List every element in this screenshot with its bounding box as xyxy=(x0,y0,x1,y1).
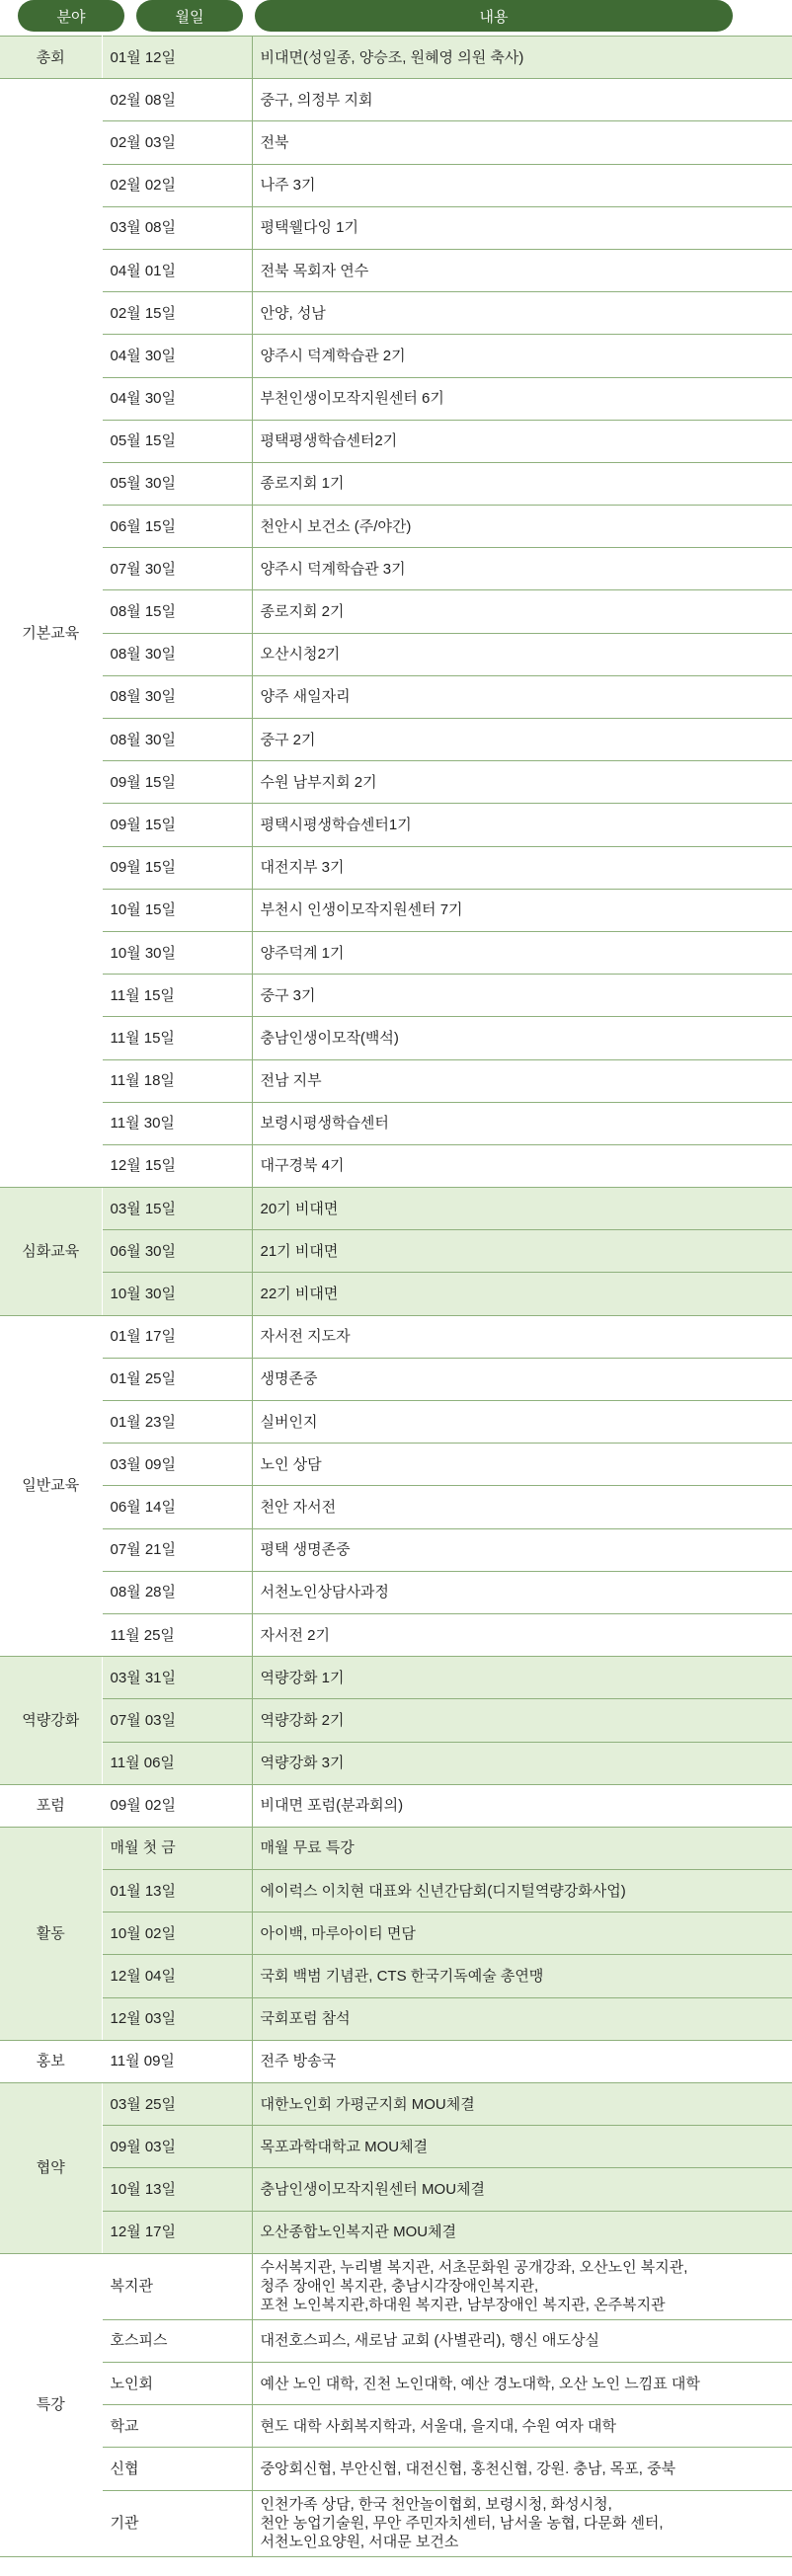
header-content-label: 내용 xyxy=(479,8,509,26)
content-cell: 노인 상담 xyxy=(252,1444,792,1486)
subcategory-cell: 학교 xyxy=(102,2405,252,2448)
date-cell: 07월 21일 xyxy=(102,1528,252,1571)
table-row xyxy=(0,1784,792,1827)
table-row xyxy=(0,2362,792,2404)
content-cell: 평택 생명존중 xyxy=(252,1528,792,1571)
content-cell: 평택평생학습센터2기 xyxy=(252,420,792,462)
content-line: 인천가족 상담, 한국 천안놀이협회, 보령시청, 화성시청, xyxy=(260,2496,612,2513)
date-cell: 10월 30일 xyxy=(102,931,252,974)
table-row xyxy=(0,975,792,1017)
category-cell: 홍보 xyxy=(0,2040,102,2082)
table-row xyxy=(0,420,792,462)
subcategory-cell: 기관 xyxy=(102,2490,252,2556)
date-cell: 01월 23일 xyxy=(102,1401,252,1444)
date-cell: 매월 첫 금 xyxy=(102,1827,252,1869)
date-cell: 05월 15일 xyxy=(102,420,252,462)
content-line: 포천 노인복지관,하대원 복지관, 남부장애인 복지관, 온주복지관 xyxy=(260,2297,666,2314)
date-cell: 09월 15일 xyxy=(102,761,252,804)
category-cell: 역량강화 xyxy=(0,1657,102,1785)
content-cell: 22기 비대면 xyxy=(252,1273,792,1315)
table-row xyxy=(0,1742,792,1784)
content-line: 서천노인요양원, 서대문 보건소 xyxy=(260,2534,459,2550)
content-cell: 양주덕계 1기 xyxy=(252,931,792,974)
content-cell: 수원 남부지회 2기 xyxy=(252,761,792,804)
date-cell: 01월 25일 xyxy=(102,1358,252,1400)
content-cell: 전북 목회자 연수 xyxy=(252,249,792,291)
content-cell: 오산시청2기 xyxy=(252,633,792,675)
date-cell: 11월 09일 xyxy=(102,2040,252,2082)
date-cell: 11월 06일 xyxy=(102,1742,252,1784)
table-row xyxy=(0,846,792,889)
table-row xyxy=(0,1827,792,1869)
date-cell: 04월 01일 xyxy=(102,249,252,291)
table-row xyxy=(0,1699,792,1742)
content-cell: 충남인생이모작지원센터 MOU체결 xyxy=(252,2168,792,2211)
date-cell: 05월 30일 xyxy=(102,462,252,505)
date-cell: 08월 30일 xyxy=(102,675,252,718)
date-cell: 08월 30일 xyxy=(102,719,252,761)
table-row xyxy=(0,1144,792,1187)
date-cell: 10월 15일 xyxy=(102,889,252,931)
content-cell: 양주시 덕계학습관 2기 xyxy=(252,335,792,377)
table-row xyxy=(0,1955,792,1997)
date-cell: 12월 17일 xyxy=(102,2211,252,2253)
table-row xyxy=(0,1017,792,1059)
content-line: 현도 대학 사회복지학과, 서울대, 을지대, 수원 여자 대학 xyxy=(260,2417,616,2435)
table-row xyxy=(0,2168,792,2211)
date-cell: 11월 18일 xyxy=(102,1059,252,1102)
content-cell: 부천인생이모작지원센터 6기 xyxy=(252,377,792,420)
table-row xyxy=(0,506,792,548)
subcategory-cell: 노인회 xyxy=(102,2362,252,2404)
schedule-table xyxy=(0,36,792,2557)
content-cell xyxy=(252,2490,792,2556)
header-date-pill xyxy=(136,0,243,32)
date-cell: 09월 03일 xyxy=(102,2126,252,2168)
category-cell: 협약 xyxy=(0,2083,102,2254)
content-cell: 실버인지 xyxy=(252,1401,792,1444)
date-cell: 02월 03일 xyxy=(102,121,252,164)
content-line: 수서복지관, 누리별 복지관, 서초문화원 공개강좌, 오산노인 복지관, xyxy=(260,2259,688,2277)
table-row xyxy=(0,633,792,675)
content-cell: 종로지회 2기 xyxy=(252,590,792,633)
table-row xyxy=(0,1102,792,1144)
table-row xyxy=(0,121,792,164)
content-cell: 생명존중 xyxy=(252,1358,792,1400)
date-cell: 08월 28일 xyxy=(102,1571,252,1613)
content-cell: 보령시평생학습센터 xyxy=(252,1102,792,1144)
table-row xyxy=(0,931,792,974)
date-cell: 12월 15일 xyxy=(102,1144,252,1187)
subcategory-cell: 신협 xyxy=(102,2448,252,2490)
table-row xyxy=(0,1571,792,1613)
content-cell: 평택웰다잉 1기 xyxy=(252,206,792,249)
content-cell: 역량강화 1기 xyxy=(252,1657,792,1699)
content-cell: 안양, 성남 xyxy=(252,292,792,335)
date-cell: 01월 17일 xyxy=(102,1315,252,1358)
date-cell: 08월 15일 xyxy=(102,590,252,633)
table-row xyxy=(0,37,792,79)
content-cell: 양주시 덕계학습관 3기 xyxy=(252,548,792,590)
date-cell: 06월 15일 xyxy=(102,506,252,548)
content-line: 예산 노인 대학, 진천 노인대학, 예산 경노대학, 오산 노인 느낌표 대학 xyxy=(260,2375,700,2392)
content-line: 천안 농업기술원, 무안 주민자치센터, 남서울 농협, 다문화 센터, xyxy=(260,2515,664,2532)
category-cell: 기본교육 xyxy=(0,79,102,1188)
date-cell: 07월 30일 xyxy=(102,548,252,590)
table-row xyxy=(0,889,792,931)
date-cell: 10월 13일 xyxy=(102,2168,252,2211)
content-cell: 전주 방송국 xyxy=(252,2040,792,2082)
date-cell: 09월 15일 xyxy=(102,846,252,889)
content-cell: 전북 xyxy=(252,121,792,164)
table-row xyxy=(0,1528,792,1571)
table-row xyxy=(0,1230,792,1273)
category-cell: 활동 xyxy=(0,1827,102,2040)
table-row xyxy=(0,1912,792,1955)
table-row xyxy=(0,335,792,377)
table-header xyxy=(0,0,792,36)
content-cell xyxy=(252,2253,792,2319)
date-cell: 02월 08일 xyxy=(102,79,252,121)
table-row xyxy=(0,1188,792,1230)
category-cell: 특강 xyxy=(0,2253,102,2556)
date-cell: 03월 31일 xyxy=(102,1657,252,1699)
table-row xyxy=(0,1613,792,1656)
table-row xyxy=(0,1486,792,1528)
table-row xyxy=(0,206,792,249)
category-cell: 심화교육 xyxy=(0,1188,102,1316)
date-cell: 11월 15일 xyxy=(102,1017,252,1059)
content-cell: 종로지회 1기 xyxy=(252,462,792,505)
content-cell: 전남 지부 xyxy=(252,1059,792,1102)
table-row xyxy=(0,761,792,804)
content-cell: 20기 비대면 xyxy=(252,1188,792,1230)
date-cell: 03월 25일 xyxy=(102,2083,252,2126)
header-date-label: 월일 xyxy=(175,8,204,26)
date-cell: 01월 12일 xyxy=(102,37,252,79)
category-cell: 총회 xyxy=(0,37,102,79)
content-cell: 자서전 지도자 xyxy=(252,1315,792,1358)
subcategory-cell: 복지관 xyxy=(102,2253,252,2319)
table-row xyxy=(0,2490,792,2556)
content-cell: 21기 비대면 xyxy=(252,1230,792,1273)
date-cell: 03월 08일 xyxy=(102,206,252,249)
table-row xyxy=(0,2040,792,2082)
table-row xyxy=(0,1401,792,1444)
content-cell: 에이럭스 이치현 대표와 신년간담회(디지털역량강화사업) xyxy=(252,1870,792,1912)
date-cell: 02월 15일 xyxy=(102,292,252,335)
table-row xyxy=(0,2126,792,2168)
table-row xyxy=(0,249,792,291)
date-cell: 10월 02일 xyxy=(102,1912,252,1955)
content-cell: 충남인생이모작(백석) xyxy=(252,1017,792,1059)
date-cell: 10월 30일 xyxy=(102,1273,252,1315)
content-cell xyxy=(252,2405,792,2448)
date-cell: 04월 30일 xyxy=(102,335,252,377)
content-cell: 국회포럼 참석 xyxy=(252,1997,792,2040)
category-cell: 포럼 xyxy=(0,1784,102,1827)
content-line: 중앙회신협, 부안신협, 대전신협, 홍천신협, 강원. 충남, 목포, 중북 xyxy=(260,2459,676,2477)
content-cell: 국회 백범 기념관, CTS 한국기독예술 총연맹 xyxy=(252,1955,792,1997)
date-cell: 11월 15일 xyxy=(102,975,252,1017)
table-row xyxy=(0,2211,792,2253)
header-content-pill xyxy=(255,0,733,32)
table-row xyxy=(0,1315,792,1358)
content-cell: 오산종합노인복지관 MOU체결 xyxy=(252,2211,792,2253)
table-row xyxy=(0,1059,792,1102)
date-cell: 08월 30일 xyxy=(102,633,252,675)
header-category-label: 분야 xyxy=(56,8,86,26)
content-cell: 부천시 인생이모작지원센터 7기 xyxy=(252,889,792,931)
content-cell: 대전지부 3기 xyxy=(252,846,792,889)
content-cell: 서천노인상담사과정 xyxy=(252,1571,792,1613)
table-row xyxy=(0,2253,792,2319)
content-cell: 역량강화 2기 xyxy=(252,1699,792,1742)
header-category-pill xyxy=(18,0,124,32)
table-row xyxy=(0,804,792,846)
date-cell: 09월 15일 xyxy=(102,804,252,846)
content-cell: 천안 자서전 xyxy=(252,1486,792,1528)
date-cell: 06월 14일 xyxy=(102,1486,252,1528)
date-cell: 06월 30일 xyxy=(102,1230,252,1273)
date-cell: 03월 09일 xyxy=(102,1444,252,1486)
date-cell: 03월 15일 xyxy=(102,1188,252,1230)
table-row xyxy=(0,79,792,121)
date-cell: 09월 02일 xyxy=(102,1784,252,1827)
date-cell: 07월 03일 xyxy=(102,1699,252,1742)
subcategory-cell: 호스피스 xyxy=(102,2319,252,2362)
content-cell: 나주 3기 xyxy=(252,164,792,206)
table-row xyxy=(0,675,792,718)
date-cell: 01월 13일 xyxy=(102,1870,252,1912)
table-row xyxy=(0,164,792,206)
category-cell: 일반교육 xyxy=(0,1315,102,1657)
table-row xyxy=(0,1444,792,1486)
table-row xyxy=(0,1997,792,2040)
content-cell: 매월 무료 특강 xyxy=(252,1827,792,1869)
content-cell: 중구 3기 xyxy=(252,975,792,1017)
table-row xyxy=(0,1358,792,1400)
content-cell: 중구, 의정부 지회 xyxy=(252,79,792,121)
table-row xyxy=(0,1870,792,1912)
table-row xyxy=(0,2083,792,2126)
content-cell xyxy=(252,2362,792,2404)
content-cell: 비대면 포럼(분과회의) xyxy=(252,1784,792,1827)
date-cell: 02월 02일 xyxy=(102,164,252,206)
content-cell: 중구 2기 xyxy=(252,719,792,761)
table-row xyxy=(0,1657,792,1699)
table-row xyxy=(0,2319,792,2362)
content-cell: 자서전 2기 xyxy=(252,1613,792,1656)
date-cell: 12월 04일 xyxy=(102,1955,252,1997)
content-cell xyxy=(252,2319,792,2362)
table-row xyxy=(0,590,792,633)
content-cell: 비대면(성일종, 양승조, 원혜영 의원 축사) xyxy=(252,37,792,79)
table-row xyxy=(0,2405,792,2448)
date-cell: 11월 30일 xyxy=(102,1102,252,1144)
date-cell: 11월 25일 xyxy=(102,1613,252,1656)
table-row xyxy=(0,548,792,590)
content-cell: 아이백, 마루아이티 면담 xyxy=(252,1912,792,1955)
date-cell: 12월 03일 xyxy=(102,1997,252,2040)
table-row xyxy=(0,377,792,420)
content-cell: 대한노인회 가평군지회 MOU체결 xyxy=(252,2083,792,2126)
content-cell: 평택시평생학습센터1기 xyxy=(252,804,792,846)
table-row xyxy=(0,2448,792,2490)
table-row xyxy=(0,1273,792,1315)
content-cell xyxy=(252,2448,792,2490)
content-cell: 천안시 보건소 (주/야간) xyxy=(252,506,792,548)
table-row xyxy=(0,462,792,505)
content-cell: 대구경북 4기 xyxy=(252,1144,792,1187)
content-cell: 목포과학대학교 MOU체결 xyxy=(252,2126,792,2168)
content-cell: 역량강화 3기 xyxy=(252,1742,792,1784)
content-line: 청주 장애인 복지관, 충남시각장애인복지관, xyxy=(260,2278,539,2296)
content-cell: 양주 새일자리 xyxy=(252,675,792,718)
table-row xyxy=(0,292,792,335)
date-cell: 04월 30일 xyxy=(102,377,252,420)
content-line: 대전호스피스, 새로남 교회 (사별관리), 행신 애도상실 xyxy=(260,2332,599,2350)
table-row xyxy=(0,719,792,761)
